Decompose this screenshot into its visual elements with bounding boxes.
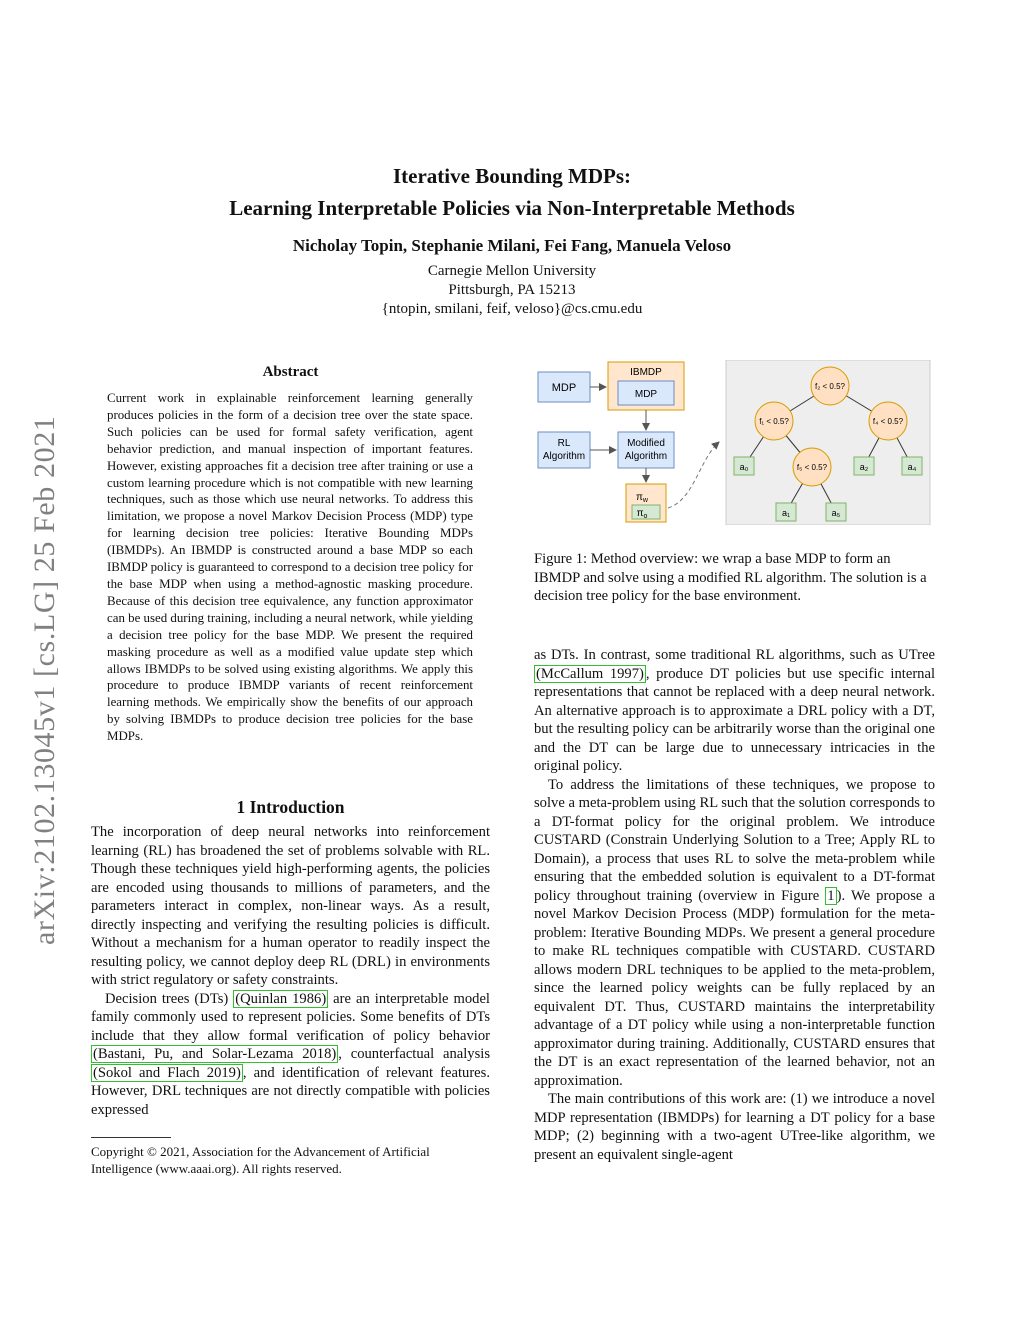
citation-link[interactable]: (Quinlan 1986) <box>235 990 327 1007</box>
text-span: , counterfactual analysis <box>338 1046 491 1062</box>
ibmdp-inner-mdp-label: MDP <box>634 389 658 400</box>
right-paragraph-3: The main contributions of this work are: (1) we introduce a novel MDP representation (IBMDPs) for learning a DT policy for a base MDP; (2) beginning with a two-agent UTree-like algorithm, we present an equivalent single-agent <box>534 1091 935 1163</box>
title-line-1: Iterative Bounding MDPs: <box>393 164 631 188</box>
leaf-a4-label: a₄ <box>907 462 917 472</box>
title-line-2: Learning Interpretable Policies via Non-Interpretable Methods <box>229 196 795 220</box>
tree-node-left-label: f₁ < 0.5? <box>759 417 789 426</box>
text-span: ). We propose a novel Markov Decision Process (MDP) formulation for the meta-problem: Iterative Bounding MDPs. We present a general procedure to make RL techniques compatible with CUSTARD. CUSTARD allows modern DRL techniques to be applied to the meta-problem, since the learned policy weights can be fully replaced by an equivalent DT. Thus, CUSTARD maintains the interpretability advantage of a DT policy while using a non-interpretable function approximator during training. Additionally, CUSTARD ensures that the DT is an exact representation of the learned behavior, not an approximation. <box>534 887 935 1089</box>
tree-node-right-label: f₄ < 0.5? <box>872 417 904 426</box>
tree-node-mid-label: f₅ < 0.5? <box>796 463 828 472</box>
intro-paragraph-2 <box>91 990 490 1120</box>
intro-paragraph-1: The incorporation of deep neural networks into reinforcement learning (RL) has broadened the set of problems solvable with RL. Though these techniques yield high-performing agents, the policies are encoded using thousands to millions of parameters, and the parameters interact in complex, non-linear ways. As a result, directly inspecting and verifying the resulting policies is difficult. Without a mechanism for a human operator to readily inspect the resulting policy, we cannot deploy deep RL (DRL) in environments with strict regulatory or safety constraints. <box>91 824 490 988</box>
tree-node-root-label: f₂ < 0.5? <box>814 382 846 391</box>
affiliation: Carnegie Mellon University <box>427 263 597 279</box>
text-span: Decision trees (DTs) <box>105 990 234 1007</box>
leaf-a5-label: a₅ <box>831 508 841 518</box>
leaf-a2-label: a₂ <box>859 462 869 472</box>
pi-subscript: o <box>643 513 648 520</box>
dashed-arrow-to-tree <box>668 442 719 508</box>
text-span: , produce DT policies but use specific internal representations that cannot be replaced with a deep neural network. An alternative approach is to approximate a DRL policy with a DT, but the resulting policy can be arbitrarily worse than the original one and the DT can be large due to unnecessary intricacies in the original policy. <box>534 665 936 774</box>
figure-caption: Figure 1: Method overview: we wrap a base MDP to form an IBMDP and solve using a modified RL algorithm. The solution is a decision tree policy for the base environment. <box>534 551 927 604</box>
citation-link[interactable]: (McCallum 1997) <box>536 665 644 682</box>
footnote-divider <box>91 1137 171 1138</box>
mdp-label: MDP <box>551 382 577 394</box>
rl-label-2: Algorithm <box>542 451 586 462</box>
arxiv-stamp[interactable]: arXiv:2102.13045v1 [cs.LG] 25 Feb 2021 <box>28 415 61 945</box>
abstract-text: Current work in explainable reinforcement learning generally produces policies in the form of a decision tree over the state space. Such policies can be used for formal safety verification, agent behavior prediction, and manual inspection of important features. However, existing approaches fit a decision tree after training or use a custom learning procedure which is not compatible with new learning techniques, such as those which use neural networks. To address this limitation, we propose a novel Markov Decision Process (MDP) type for learning decision tree policies: Iterative Bounding MDPs (IBMDPs). An IBMDP is constructed around a base MDP so each IBMDP policy is guaranteed to correspond to a decision tree policy for the base MDP when using a method-agnostic masking procedure. Because of this decision tree equivalence, any function approximator can be used during training, including a neural network, while yielding a decision tree policy for the base MDP. We present the required masking procedure as well as a modified value update step which allows IBMDPs to be solved using existing algorithms. We apply this procedure to produce IBMDP variants of recent reinforcement learning methods. We empirically show the benefits of our approach by solving IBMDPs to produce decision tree policies for the base MDPs. <box>107 391 473 744</box>
text-span: , and identification of relevant features. However, DRL techniques are not directly compatible with policies expressed <box>91 1064 490 1118</box>
citation-link[interactable]: (Sokol and Flach 2019) <box>93 1064 241 1081</box>
citation-link[interactable]: (Bastani, Pu, and Solar-Lezama 2018) <box>93 1046 337 1062</box>
ibmdp-label: IBMDP <box>630 367 662 378</box>
affiliation-block <box>0 262 1024 319</box>
text-span: as DTs. In contrast, some traditional RL algorithms, such as UTree <box>534 647 935 663</box>
figure-reference-link[interactable]: 1 <box>827 887 835 904</box>
section-heading-introduction: 1 Introduction <box>236 797 345 817</box>
method-overview-figure <box>534 360 932 525</box>
authors: Nicholay Topin, Stephanie Milani, Fei Fang, Manuela Veloso <box>292 236 732 255</box>
text-span: To address the limitations of these techniques, we propose to solve a meta-problem using RL such that the solution corresponds to a DT-format policy for the original problem. We introduce CUSTARD (Constrain Underlying Solution to a Tree; Apply RL to Domain), a process that uses RL to solve the meta-problem while ensuring that the embedded solution is equivalent to a DT-format policy throughout training (overview in Figure <box>534 776 935 904</box>
leaf-a0-label: a₀ <box>739 462 749 472</box>
right-column-text <box>534 646 935 1164</box>
leaf-a1-label: a₁ <box>781 508 791 518</box>
modified-label-2: Algorithm <box>624 451 668 462</box>
copyright-footnote: Copyright © 2021, Association for the Advancement of Artificial Intelligence (www.aaai.org). All rights reserved. <box>91 1144 430 1176</box>
modified-label-1: Modified <box>627 438 665 449</box>
text-span: are an interpretable model family commonly used to represent policies. Some benefits of DTs include that they allow formal verification of policy behavior <box>91 990 490 1044</box>
paper-title <box>0 160 1024 224</box>
pi-symbol: π <box>636 508 644 519</box>
pi-symbol: π <box>636 492 643 503</box>
right-paragraph-2 <box>534 776 935 1091</box>
intro-column <box>91 823 490 1119</box>
pi-subscript: w <box>642 497 648 504</box>
emails: {ntopin, smilani, feif, veloso}@cs.cmu.edu <box>381 301 643 317</box>
right-paragraph-1 <box>534 646 935 776</box>
address: Pittsburgh, PA 15213 <box>448 282 576 298</box>
abstract-heading: Abstract <box>262 364 319 380</box>
rl-label-1: RL <box>557 438 571 449</box>
